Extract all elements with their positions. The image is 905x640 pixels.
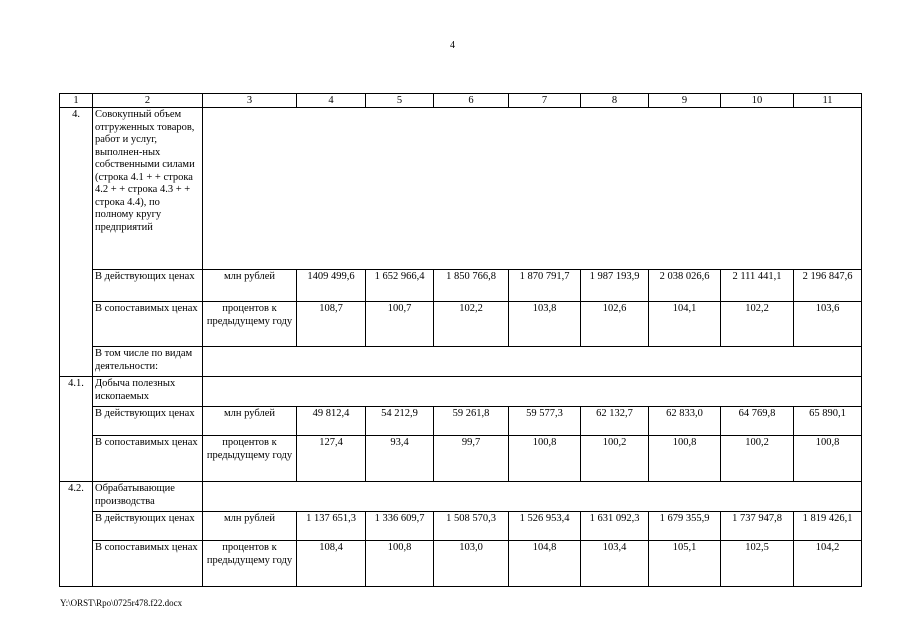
value-cell: 103,4 [581,541,649,587]
page-number: 4 [450,40,455,51]
value-cell: 54 212,9 [366,407,434,436]
value-cell: 1409 499,6 [297,270,366,302]
value-cell: 108,7 [297,302,366,347]
table-row [60,436,862,482]
section-number: 4.1. [60,377,93,482]
value-cell: 102,2 [721,302,794,347]
row-label: В сопоставимых ценах [93,302,203,347]
subsection-caption-row [60,347,862,377]
value-cell: 100,7 [366,302,434,347]
header-cell: 7 [509,94,581,108]
header-cell: 6 [434,94,509,108]
value-cell: 102,2 [434,302,509,347]
value-cell: 93,4 [366,436,434,482]
header-cell: 9 [649,94,721,108]
unit-cell: процентов к предыдущему году [203,541,297,587]
value-cell: 1 987 193,9 [581,270,649,302]
row-label: В сопоставимых ценах [93,541,203,587]
value-cell: 1 508 570,3 [434,512,509,541]
value-cell: 1 137 651,3 [297,512,366,541]
subsection-caption: В том числе по видам деятельности: [93,347,203,377]
table-row [60,302,862,347]
unit-cell: млн рублей [203,512,297,541]
section-title: Совокупный объем отгруженных товаров, работ и услуг, выполнен-ных собственными силами (строка 4.1 + + строка 4.2 + + строка 4.3 + + строка 4.4), по полному кругу предприятий [93,108,203,270]
value-cell: 103,0 [434,541,509,587]
value-cell: 100,8 [509,436,581,482]
value-cell: 127,4 [297,436,366,482]
header-cell: 2 [93,94,203,108]
value-cell: 103,8 [509,302,581,347]
value-cell: 1 870 791,7 [509,270,581,302]
section-number: 4.2. [60,482,93,587]
header-cell: 10 [721,94,794,108]
value-cell: 1 737 947,8 [721,512,794,541]
value-cell: 100,8 [366,541,434,587]
unit-cell: процентов к предыдущему году [203,436,297,482]
unit-cell: млн рублей [203,407,297,436]
header-row [60,94,862,108]
value-cell: 103,6 [794,302,862,347]
row-label: В действующих ценах [93,512,203,541]
value-cell: 64 769,8 [721,407,794,436]
value-cell: 2 038 026,6 [649,270,721,302]
section-title-row [60,482,862,512]
file-path-footer: Y:\ORST\Rpo\0725r478.f22.docx [60,598,183,608]
empty-cell [203,482,862,512]
data-table [59,93,862,587]
row-label: В действующих ценах [93,270,203,302]
section-title-row [60,108,862,270]
value-cell: 104,1 [649,302,721,347]
table-row [60,541,862,587]
value-cell: 59 577,3 [509,407,581,436]
section-title: Обрабатывающие производства [93,482,203,512]
unit-cell: процентов к предыдущему году [203,302,297,347]
value-cell: 1 336 609,7 [366,512,434,541]
value-cell: 99,7 [434,436,509,482]
value-cell: 105,1 [649,541,721,587]
unit-cell: млн рублей [203,270,297,302]
value-cell: 1 526 953,4 [509,512,581,541]
header-cell: 5 [366,94,434,108]
value-cell: 100,2 [721,436,794,482]
header-cell: 11 [794,94,862,108]
value-cell: 108,4 [297,541,366,587]
table-row [60,407,862,436]
value-cell: 104,8 [509,541,581,587]
value-cell: 1 652 966,4 [366,270,434,302]
row-label: В действующих ценах [93,407,203,436]
header-cell: 8 [581,94,649,108]
section-title: Добыча полезных ископаемых [93,377,203,407]
section-title-row [60,377,862,407]
table-row [60,270,862,302]
value-cell: 1 631 092,3 [581,512,649,541]
value-cell: 100,8 [794,436,862,482]
value-cell: 62 132,7 [581,407,649,436]
value-cell: 2 196 847,6 [794,270,862,302]
value-cell: 49 812,4 [297,407,366,436]
row-label: В сопоставимых ценах [93,436,203,482]
value-cell: 102,6 [581,302,649,347]
value-cell: 65 890,1 [794,407,862,436]
section-number: 4. [60,108,93,377]
header-cell: 4 [297,94,366,108]
value-cell: 1 819 426,1 [794,512,862,541]
value-cell: 100,2 [581,436,649,482]
value-cell: 59 261,8 [434,407,509,436]
value-cell: 1 679 355,9 [649,512,721,541]
value-cell: 100,8 [649,436,721,482]
value-cell: 2 111 441,1 [721,270,794,302]
value-cell: 102,5 [721,541,794,587]
value-cell: 1 850 766,8 [434,270,509,302]
empty-cell [203,377,862,407]
table-row [60,512,862,541]
empty-cell [203,347,862,377]
empty-cell [203,108,862,270]
value-cell: 62 833,0 [649,407,721,436]
value-cell: 104,2 [794,541,862,587]
header-cell: 3 [203,94,297,108]
header-cell: 1 [60,94,93,108]
